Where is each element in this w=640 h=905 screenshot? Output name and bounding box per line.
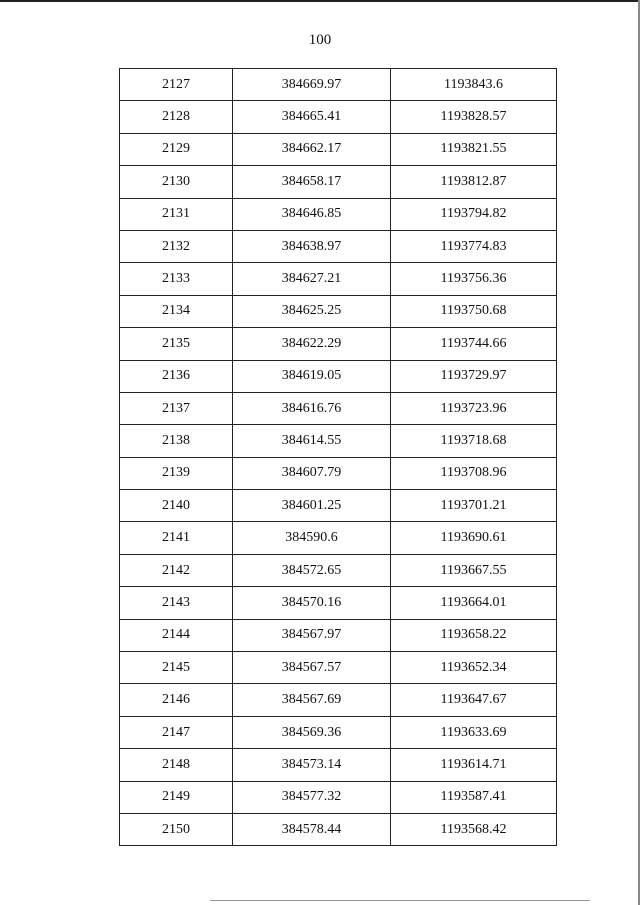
y-coordinate-cell: 1193658.22: [391, 619, 557, 651]
table-row: [120, 263, 557, 295]
point-number-cell: 2137: [120, 392, 233, 424]
table-row: [120, 813, 557, 845]
y-coordinate-cell: 1193652.34: [391, 652, 557, 684]
point-number-cell: 2143: [120, 587, 233, 619]
x-coordinate-cell: 384601.25: [233, 490, 391, 522]
y-coordinate-cell: 1193843.6: [391, 69, 557, 101]
point-number-cell: 2139: [120, 457, 233, 489]
x-coordinate-cell: 384590.6: [233, 522, 391, 554]
y-coordinate-cell: 1193750.68: [391, 295, 557, 327]
x-coordinate-cell: 384607.79: [233, 457, 391, 489]
y-coordinate-cell: 1193647.67: [391, 684, 557, 716]
y-coordinate-cell: 1193614.71: [391, 749, 557, 781]
table-row: [120, 522, 557, 554]
y-coordinate-cell: 1193633.69: [391, 716, 557, 748]
x-coordinate-cell: 384570.16: [233, 587, 391, 619]
page-edge-top: [0, 0, 640, 2]
table-row: [120, 360, 557, 392]
x-coordinate-cell: 384572.65: [233, 554, 391, 586]
x-coordinate-cell: 384577.32: [233, 781, 391, 813]
point-number-cell: 2134: [120, 295, 233, 327]
table-row: [120, 69, 557, 101]
x-coordinate-cell: 384638.97: [233, 230, 391, 262]
table-row: [120, 554, 557, 586]
point-number-cell: 2138: [120, 425, 233, 457]
y-coordinate-cell: 1193794.82: [391, 198, 557, 230]
x-coordinate-cell: 384662.17: [233, 133, 391, 165]
x-coordinate-cell: 384665.41: [233, 101, 391, 133]
x-coordinate-cell: 384567.57: [233, 652, 391, 684]
x-coordinate-cell: 384622.29: [233, 328, 391, 360]
x-coordinate-cell: 384616.76: [233, 392, 391, 424]
page-edge-bottom: [210, 900, 590, 901]
x-coordinate-cell: 384627.21: [233, 263, 391, 295]
x-coordinate-cell: 384658.17: [233, 166, 391, 198]
y-coordinate-cell: 1193568.42: [391, 813, 557, 845]
point-number-cell: 2149: [120, 781, 233, 813]
point-number-cell: 2130: [120, 166, 233, 198]
table-row: [120, 392, 557, 424]
point-number-cell: 2135: [120, 328, 233, 360]
y-coordinate-cell: 1193664.01: [391, 587, 557, 619]
y-coordinate-cell: 1193744.66: [391, 328, 557, 360]
table-row: [120, 684, 557, 716]
y-coordinate-cell: 1193667.55: [391, 554, 557, 586]
table-row: [120, 781, 557, 813]
x-coordinate-cell: 384646.85: [233, 198, 391, 230]
y-coordinate-cell: 1193701.21: [391, 490, 557, 522]
table-row: [120, 198, 557, 230]
table-row: [120, 749, 557, 781]
x-coordinate-cell: 384669.97: [233, 69, 391, 101]
point-number-cell: 2147: [120, 716, 233, 748]
table-row: [120, 328, 557, 360]
point-number-cell: 2141: [120, 522, 233, 554]
y-coordinate-cell: 1193812.87: [391, 166, 557, 198]
coordinates-table: [119, 68, 557, 846]
table-row: [120, 716, 557, 748]
x-coordinate-cell: 384619.05: [233, 360, 391, 392]
table-row: [120, 619, 557, 651]
table-row: [120, 490, 557, 522]
y-coordinate-cell: 1193708.96: [391, 457, 557, 489]
y-coordinate-cell: 1193774.83: [391, 230, 557, 262]
table-row: [120, 230, 557, 262]
x-coordinate-cell: 384578.44: [233, 813, 391, 845]
coordinates-table-body: [120, 69, 557, 846]
y-coordinate-cell: 1193828.57: [391, 101, 557, 133]
point-number-cell: 2145: [120, 652, 233, 684]
point-number-cell: 2133: [120, 263, 233, 295]
page-number: 100: [308, 32, 332, 48]
x-coordinate-cell: 384567.69: [233, 684, 391, 716]
point-number-cell: 2150: [120, 813, 233, 845]
point-number-cell: 2142: [120, 554, 233, 586]
x-coordinate-cell: 384573.14: [233, 749, 391, 781]
table-row: [120, 425, 557, 457]
table-row: [120, 295, 557, 327]
point-number-cell: 2132: [120, 230, 233, 262]
x-coordinate-cell: 384625.25: [233, 295, 391, 327]
point-number-cell: 2136: [120, 360, 233, 392]
point-number-cell: 2131: [120, 198, 233, 230]
table-row: [120, 101, 557, 133]
table-row: [120, 166, 557, 198]
x-coordinate-cell: 384614.55: [233, 425, 391, 457]
point-number-cell: 2128: [120, 101, 233, 133]
x-coordinate-cell: 384567.97: [233, 619, 391, 651]
point-number-cell: 2144: [120, 619, 233, 651]
y-coordinate-cell: 1193723.96: [391, 392, 557, 424]
y-coordinate-cell: 1193718.68: [391, 425, 557, 457]
y-coordinate-cell: 1193690.61: [391, 522, 557, 554]
table-row: [120, 457, 557, 489]
y-coordinate-cell: 1193587.41: [391, 781, 557, 813]
point-number-cell: 2140: [120, 490, 233, 522]
x-coordinate-cell: 384569.36: [233, 716, 391, 748]
point-number-cell: 2148: [120, 749, 233, 781]
table-row: [120, 133, 557, 165]
y-coordinate-cell: 1193821.55: [391, 133, 557, 165]
table-row: [120, 587, 557, 619]
point-number-cell: 2146: [120, 684, 233, 716]
point-number-cell: 2129: [120, 133, 233, 165]
y-coordinate-cell: 1193729.97: [391, 360, 557, 392]
point-number-cell: 2127: [120, 69, 233, 101]
y-coordinate-cell: 1193756.36: [391, 263, 557, 295]
table-row: [120, 652, 557, 684]
